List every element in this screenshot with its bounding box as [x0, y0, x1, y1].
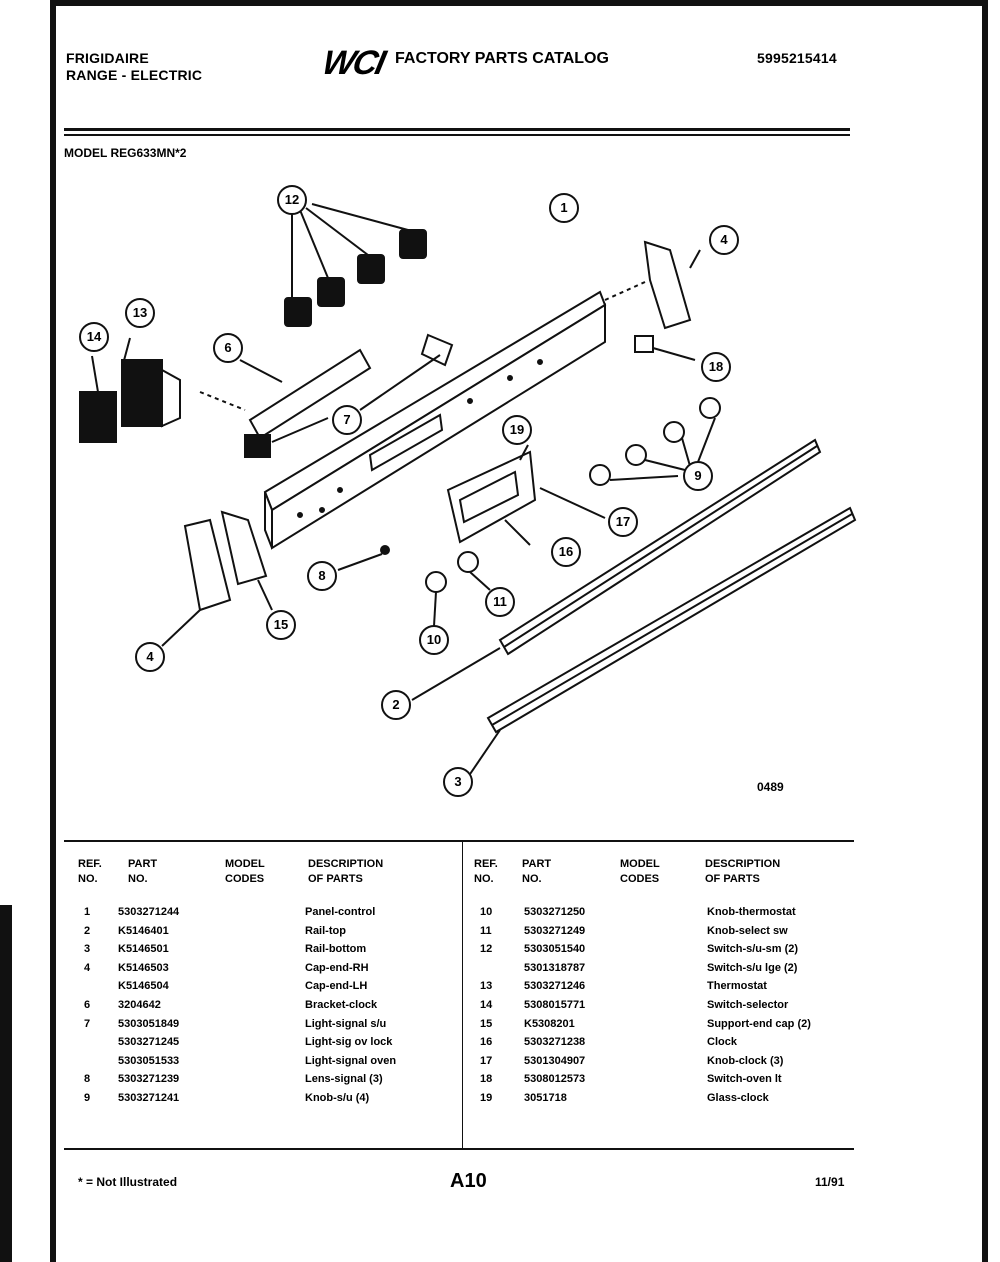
description-cell: Switch-oven lt — [707, 1073, 782, 1086]
table-row — [0, 1089, 1000, 1107]
table-row — [0, 977, 1000, 995]
ref-cell: 16 — [480, 1036, 493, 1049]
callout-circle: 18 — [701, 352, 731, 382]
description-cell: Switch-s/u lge (2) — [707, 961, 798, 974]
callout-circle: 11 — [485, 587, 515, 617]
callout-circle: 8 — [307, 561, 337, 591]
part-number-cell: 5303051533 — [118, 1054, 180, 1067]
control-panel-drawing — [265, 292, 605, 548]
description-cell: Clock — [707, 1036, 737, 1049]
light-signal-drawing — [422, 335, 452, 365]
ref-cell: 15 — [480, 1017, 493, 1030]
part-number-cell: 3204642 — [118, 999, 161, 1011]
header-ref-right: REF. NO. — [474, 858, 498, 885]
ref-cell: 7 — [84, 1017, 91, 1030]
part-number-cell: 5303271244 — [118, 906, 180, 918]
part-number-cell: K5146501 — [118, 943, 169, 956]
part-number-cell: 3051718 — [524, 1092, 567, 1104]
description-cell: Knob-s/u (4) — [305, 1092, 370, 1104]
catalog-title: FACTORY PARTS CATALOG — [395, 50, 609, 67]
part-number-cell: 5308012573 — [524, 1073, 586, 1086]
header-desc-right: DESCRIPTION OF PARTS — [705, 858, 781, 885]
footer-date: 11/91 — [815, 1175, 845, 1189]
part-number-cell: 5303271238 — [524, 1036, 586, 1049]
ref-cell: 3 — [84, 943, 91, 956]
part-number-cell: 5301304907 — [524, 1054, 586, 1067]
ref-cell: 4 — [84, 961, 91, 974]
page-number: A10 — [450, 1170, 487, 1192]
description-cell: Thermostat — [707, 980, 767, 993]
table-bottom-rule — [64, 1148, 854, 1150]
header-rule-thin — [64, 134, 850, 136]
part-number-cell: 5303051540 — [524, 943, 586, 956]
ref-cell: 12 — [480, 943, 493, 956]
ref-cell: 2 — [84, 924, 91, 937]
description-cell: Switch-selector — [707, 999, 789, 1011]
catalog-number: 5995215414 — [757, 50, 837, 66]
description-cell: Panel-control — [305, 906, 376, 918]
callout-circle: 9 — [683, 461, 713, 491]
table-row — [0, 1052, 1000, 1070]
part-number-cell: 5303271241 — [118, 1092, 180, 1104]
page-border-top — [50, 0, 988, 6]
callout-circle: 6 — [213, 333, 243, 363]
table-row — [0, 1070, 1000, 1088]
callout-circle: 17 — [608, 507, 638, 537]
callout-circle: 16 — [551, 537, 581, 567]
description-cell: Light-signal oven — [305, 1054, 397, 1067]
model-label: MODEL REG633MN*2 — [64, 146, 187, 160]
part-number-cell: K5146503 — [118, 961, 169, 974]
description-cell: Lens-signal (3) — [305, 1073, 383, 1086]
description-cell: Glass-clock — [707, 1092, 769, 1104]
description-cell: Light-signal s/u — [305, 1017, 387, 1030]
part-number-cell: 5303271239 — [118, 1073, 180, 1086]
callout-circle: 10 — [419, 625, 449, 655]
description-cell: Cap-end-LH — [305, 980, 368, 993]
callout-circle: 7 — [332, 405, 362, 435]
description-cell: Support-end cap (2) — [707, 1017, 811, 1030]
ref-cell: 10 — [480, 906, 493, 918]
ref-cell: 18 — [480, 1073, 493, 1086]
part-number-cell: K5146401 — [118, 924, 169, 937]
table-row — [0, 996, 1000, 1014]
description-cell: Rail-top — [305, 924, 346, 937]
part-number-cell: K5146504 — [118, 980, 169, 993]
part-number-cell: 5308015771 — [524, 999, 586, 1011]
part-number-cell: 5301318787 — [524, 961, 586, 974]
ref-cell: 6 — [84, 999, 91, 1011]
description-cell: Bracket-clock — [305, 999, 378, 1011]
ref-cell: 14 — [480, 999, 493, 1011]
description-cell: Rail-bottom — [305, 943, 367, 956]
end-cap-rh-drawing — [645, 242, 690, 328]
table-row — [0, 1015, 1000, 1033]
part-number-cell: 5303271245 — [118, 1036, 180, 1049]
header-part-left: PART NO. — [128, 858, 158, 885]
product-label: RANGE - ELECTRIC — [66, 67, 203, 83]
part-number-cell: 5303271249 — [524, 924, 586, 937]
callout-circle: 3 — [443, 767, 473, 797]
ref-cell: 1 — [84, 906, 91, 918]
description-cell: Switch-s/u-sm (2) — [707, 943, 799, 956]
description-cell: Knob-thermostat — [707, 906, 796, 918]
callout-circle: 15 — [266, 610, 296, 640]
ref-cell: 17 — [480, 1054, 493, 1067]
table-row — [0, 1033, 1000, 1051]
callout-circle: 12 — [277, 185, 307, 215]
callout-circle: 19 — [502, 415, 532, 445]
header-model-left: MODEL CODES — [225, 858, 265, 885]
callout-circle: 4 — [709, 225, 739, 255]
table-row — [0, 959, 1000, 977]
header-part-right: PART NO. — [522, 858, 552, 885]
support-end-cap-drawing — [222, 512, 266, 584]
brand-label: FRIGIDAIRE — [66, 50, 149, 66]
description-cell: Knob-select sw — [707, 924, 788, 937]
part-number-cell: 5303271246 — [524, 980, 586, 993]
part-number-cell: 5303051849 — [118, 1017, 180, 1030]
header-desc-left: DESCRIPTION OF PARTS — [308, 858, 384, 885]
header-rule — [64, 128, 850, 131]
description-cell: Cap-end-RH — [305, 961, 369, 974]
table-top-rule — [64, 840, 854, 842]
drawing-code: 0489 — [757, 780, 784, 794]
header-model-right: MODEL CODES — [620, 858, 660, 885]
header-ref-left: REF. NO. — [78, 858, 102, 885]
part-number-cell: K5308201 — [524, 1017, 575, 1030]
callout-circle: 4 — [135, 642, 165, 672]
end-cap-lh-drawing — [185, 520, 230, 610]
callout-circle: 2 — [381, 690, 411, 720]
table-row — [0, 903, 1000, 921]
callout-circle: 1 — [549, 193, 579, 223]
ref-cell: 11 — [480, 924, 492, 937]
table-row — [0, 922, 1000, 940]
table-row — [0, 940, 1000, 958]
ref-cell: 19 — [480, 1092, 493, 1104]
ref-cell: 9 — [84, 1092, 91, 1104]
footer-note: * = Not Illustrated — [78, 1175, 178, 1189]
callout-circle: 14 — [79, 322, 109, 352]
ref-cell: 13 — [480, 980, 493, 993]
part-number-cell: 5303271250 — [524, 906, 586, 918]
wci-logo: WCI — [319, 44, 388, 82]
description-cell: Light-sig ov lock — [305, 1036, 393, 1049]
ref-cell: 8 — [84, 1073, 91, 1086]
callout-circle: 13 — [125, 298, 155, 328]
exploded-parts-diagram — [60, 170, 860, 810]
description-cell: Knob-clock (3) — [707, 1054, 784, 1067]
